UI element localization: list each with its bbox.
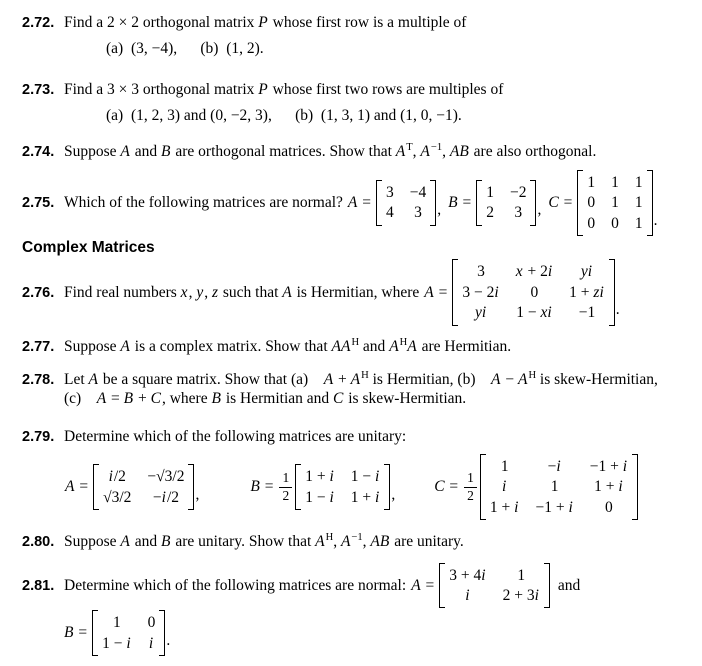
problem-number: 2.75.: [22, 195, 55, 212]
problem-2-80: [22, 532, 696, 551]
separator: ,: [391, 485, 396, 503]
fraction-denominator: 2: [282, 487, 290, 503]
matrix-group-B: [64, 610, 177, 656]
separator: .: [615, 301, 620, 319]
matrix-label: C =: [434, 478, 459, 496]
problem-lead: Determine which of the following matrices are unitary:: [64, 427, 407, 445]
matrix-cell: −2: [509, 184, 527, 202]
problem-number: 2.74.: [22, 143, 55, 160]
matrix-cell: 3: [514, 204, 523, 222]
matrix-label: A =: [424, 283, 448, 301]
matrix-cell: −i/2: [152, 488, 180, 506]
problem-number: 2.80.: [22, 534, 55, 551]
matrix-group-A: [424, 259, 626, 325]
matrix-entries: [382, 180, 430, 226]
problem-number: 2.73.: [22, 81, 55, 98]
matrix-cell: √3/2: [103, 488, 132, 506]
matrix-cell: 1: [486, 184, 494, 202]
matrix-cell: −√3/2: [147, 468, 185, 486]
matrix-cell: 1 + i: [489, 498, 519, 516]
matrix-cell: 0: [611, 214, 619, 232]
matrix-cell: 1 − xi: [516, 304, 552, 322]
matrix-cell: −1 + i: [535, 498, 573, 516]
problem-parts: (a) (3, −4), (b) (1, 2).: [106, 40, 264, 58]
matrix-cell: i/2: [108, 468, 126, 486]
matrix-cell: 2: [486, 204, 494, 222]
matrix-label: A =: [347, 194, 371, 212]
problem-2-77: [22, 337, 696, 356]
problem-statement: Find a 3 × 3 orthogonal matrix P whose first two rows are multiples of: [64, 80, 504, 98]
problem-2-79-matrices: [65, 454, 696, 520]
matrix-cell: 0: [587, 194, 596, 212]
problem-parts: (a) (1, 2, 3) and (0, −2, 3), (b) (1, 3, 1) and (1, 0, −1).: [106, 107, 462, 125]
matrix-entries: [98, 610, 159, 656]
matrix-group-A: [65, 464, 206, 510]
matrix-cell: 1: [587, 173, 596, 191]
matrix-entries: [99, 464, 188, 510]
problem-2-81-matrix-B-row: [64, 610, 696, 656]
problem-statement-row: [64, 563, 696, 609]
problem-2-73: [22, 80, 696, 126]
matrix: [476, 180, 536, 226]
matrix-cell: 3 + 4i: [449, 566, 486, 584]
matrix-cell: 1: [550, 478, 559, 496]
problem-2-81: [22, 563, 696, 609]
matrix: [452, 259, 614, 325]
matrix-entries: [486, 454, 632, 520]
matrix-cell: 3: [386, 184, 394, 202]
matrix-cell: 1: [113, 614, 121, 632]
matrix-cell: 1: [634, 173, 643, 191]
matrix: [439, 563, 550, 609]
problem-lead: Determine which of the following matrices are normal:: [64, 576, 407, 594]
problem-number: 2.77.: [22, 338, 55, 355]
problem-statement: Suppose A is a complex matrix. Show that $AA^H$ and $A^HA$ are Hermitian.: [64, 336, 512, 355]
matrix: [92, 610, 165, 656]
matrix-cell: 3: [414, 204, 422, 222]
matrix-label: B =: [250, 478, 274, 496]
problem-2-72: [22, 13, 696, 59]
problem-statement-row: [64, 259, 696, 325]
matrix-group-B: [250, 464, 402, 510]
matrix-cell: 1 − i: [305, 488, 334, 506]
matrix-group-C: [434, 454, 638, 520]
matrix-cell: 1 − i: [102, 634, 131, 652]
matrix-entries: [445, 563, 544, 609]
matrix-cell: 1 − i: [350, 468, 380, 486]
matrix-cell: 0: [530, 283, 539, 301]
matrix-cell: 3: [477, 263, 485, 281]
matrix-entries: [583, 170, 646, 236]
matrix-group-A: [411, 563, 580, 609]
matrix-right-bracket: [632, 454, 638, 520]
matrix-label: B =: [64, 624, 88, 642]
problem-statement-row: [64, 170, 696, 236]
matrix-cell: 2 + 3i: [502, 586, 539, 604]
connector-word: and: [557, 576, 581, 594]
matrix-cell: 1: [517, 566, 526, 584]
problem-statement-line2: (c) A = B + C, where B is Hermitian and C is skew-Hermitian.: [64, 390, 467, 408]
matrix-cell: i: [148, 634, 154, 652]
matrix-entries: [301, 464, 384, 510]
matrix-cell: yi: [580, 263, 593, 281]
matrix: [577, 170, 652, 236]
problem-number: 2.78.: [22, 371, 55, 388]
problem-text: [64, 80, 696, 126]
problem-statement: Suppose A and B are unitary. Show that $A^H$, $A^{-1}$, AB are unitary.: [64, 531, 464, 551]
matrix-entries: [482, 180, 530, 226]
problem-lead: Which of the following matrices are normal?: [64, 194, 343, 212]
problem-statement-line1: Let A be a square matrix. Show that (a) $A + A^H$ is Hermitian, (b) $A - A^H$ is skew-Hermitian,: [64, 369, 658, 388]
matrix-label: C =: [548, 194, 573, 212]
matrix-cell: x + 2i: [515, 263, 553, 281]
matrix-label: B =: [448, 194, 472, 212]
matrix-cell: 0: [587, 214, 596, 232]
problem-number: 2.76.: [22, 284, 55, 301]
matrix-right-bracket: [544, 563, 550, 609]
matrix-cell: 1: [500, 458, 509, 475]
separator: ,: [437, 201, 442, 219]
problem-2-78: [22, 370, 696, 409]
matrix-cell: 0: [147, 614, 156, 632]
separator: .: [166, 631, 171, 649]
matrix: [480, 454, 638, 520]
problem-2-79: [22, 427, 696, 446]
matrix-group-C: [548, 170, 664, 236]
problem-statement: Suppose A and B are orthogonal matrices. Show that $A^T$, $A^{-1}$, AB are also orthogonal.: [64, 141, 597, 160]
fraction-one-half: [279, 471, 292, 504]
problem-lead: Find real numbers x, y, z such that A is Hermitian, where: [64, 283, 420, 301]
matrix-cell: 1 + i: [350, 488, 380, 506]
matrix-cell: 1: [634, 214, 643, 232]
section-heading: Complex Matrices: [22, 239, 155, 256]
problem-2-76: [22, 259, 696, 325]
matrix-cell: 4: [386, 204, 394, 222]
matrix-cell: i: [465, 586, 470, 604]
matrix: [93, 464, 194, 510]
fraction-numerator: 1: [464, 471, 477, 488]
fraction-one-half: [464, 471, 477, 504]
matrix-cell: 3 − 2i: [462, 283, 499, 301]
problem-number: 2.72.: [22, 15, 55, 31]
fraction-denominator: 2: [467, 487, 474, 503]
matrix-cell: yi: [474, 304, 487, 322]
problem-number: 2.79.: [22, 428, 55, 445]
problem-text: [64, 13, 696, 59]
matrix: [295, 464, 390, 510]
matrix-entries: [458, 259, 608, 325]
problem-statement: Find a 2 × 2 orthogonal matrix P whose first row is a multiple of: [64, 14, 467, 31]
fraction-numerator: 1: [279, 471, 292, 488]
problem-2-74: [22, 142, 696, 161]
matrix-cell: i: [502, 478, 507, 496]
matrix-cell: −4: [409, 184, 427, 202]
matrix-cell: 1 + i: [305, 468, 334, 486]
separator: ,: [195, 485, 200, 503]
problem-text: [64, 370, 696, 409]
matrix-group-B: [448, 180, 548, 226]
matrix: [376, 180, 436, 226]
matrix-cell: −1: [578, 304, 596, 322]
problem-2-75: [22, 170, 696, 236]
matrix-cell: 1: [634, 194, 643, 212]
matrix-cell: 1: [611, 194, 619, 212]
matrix-label: A =: [411, 576, 435, 594]
matrix-cell: 1 + zi: [569, 283, 604, 301]
separator: ,: [537, 201, 542, 219]
matrix-cell: −i: [547, 458, 561, 475]
matrix-cell: 1: [611, 173, 619, 191]
problem-number: 2.81.: [22, 577, 55, 594]
separator: .: [653, 211, 658, 229]
matrix-group-A: [348, 180, 448, 226]
matrix-label: A =: [65, 478, 89, 496]
matrix-cell: 1 + i: [594, 478, 623, 496]
matrix-cell: 0: [605, 498, 613, 516]
matrix-cell: −1 + i: [589, 458, 628, 475]
